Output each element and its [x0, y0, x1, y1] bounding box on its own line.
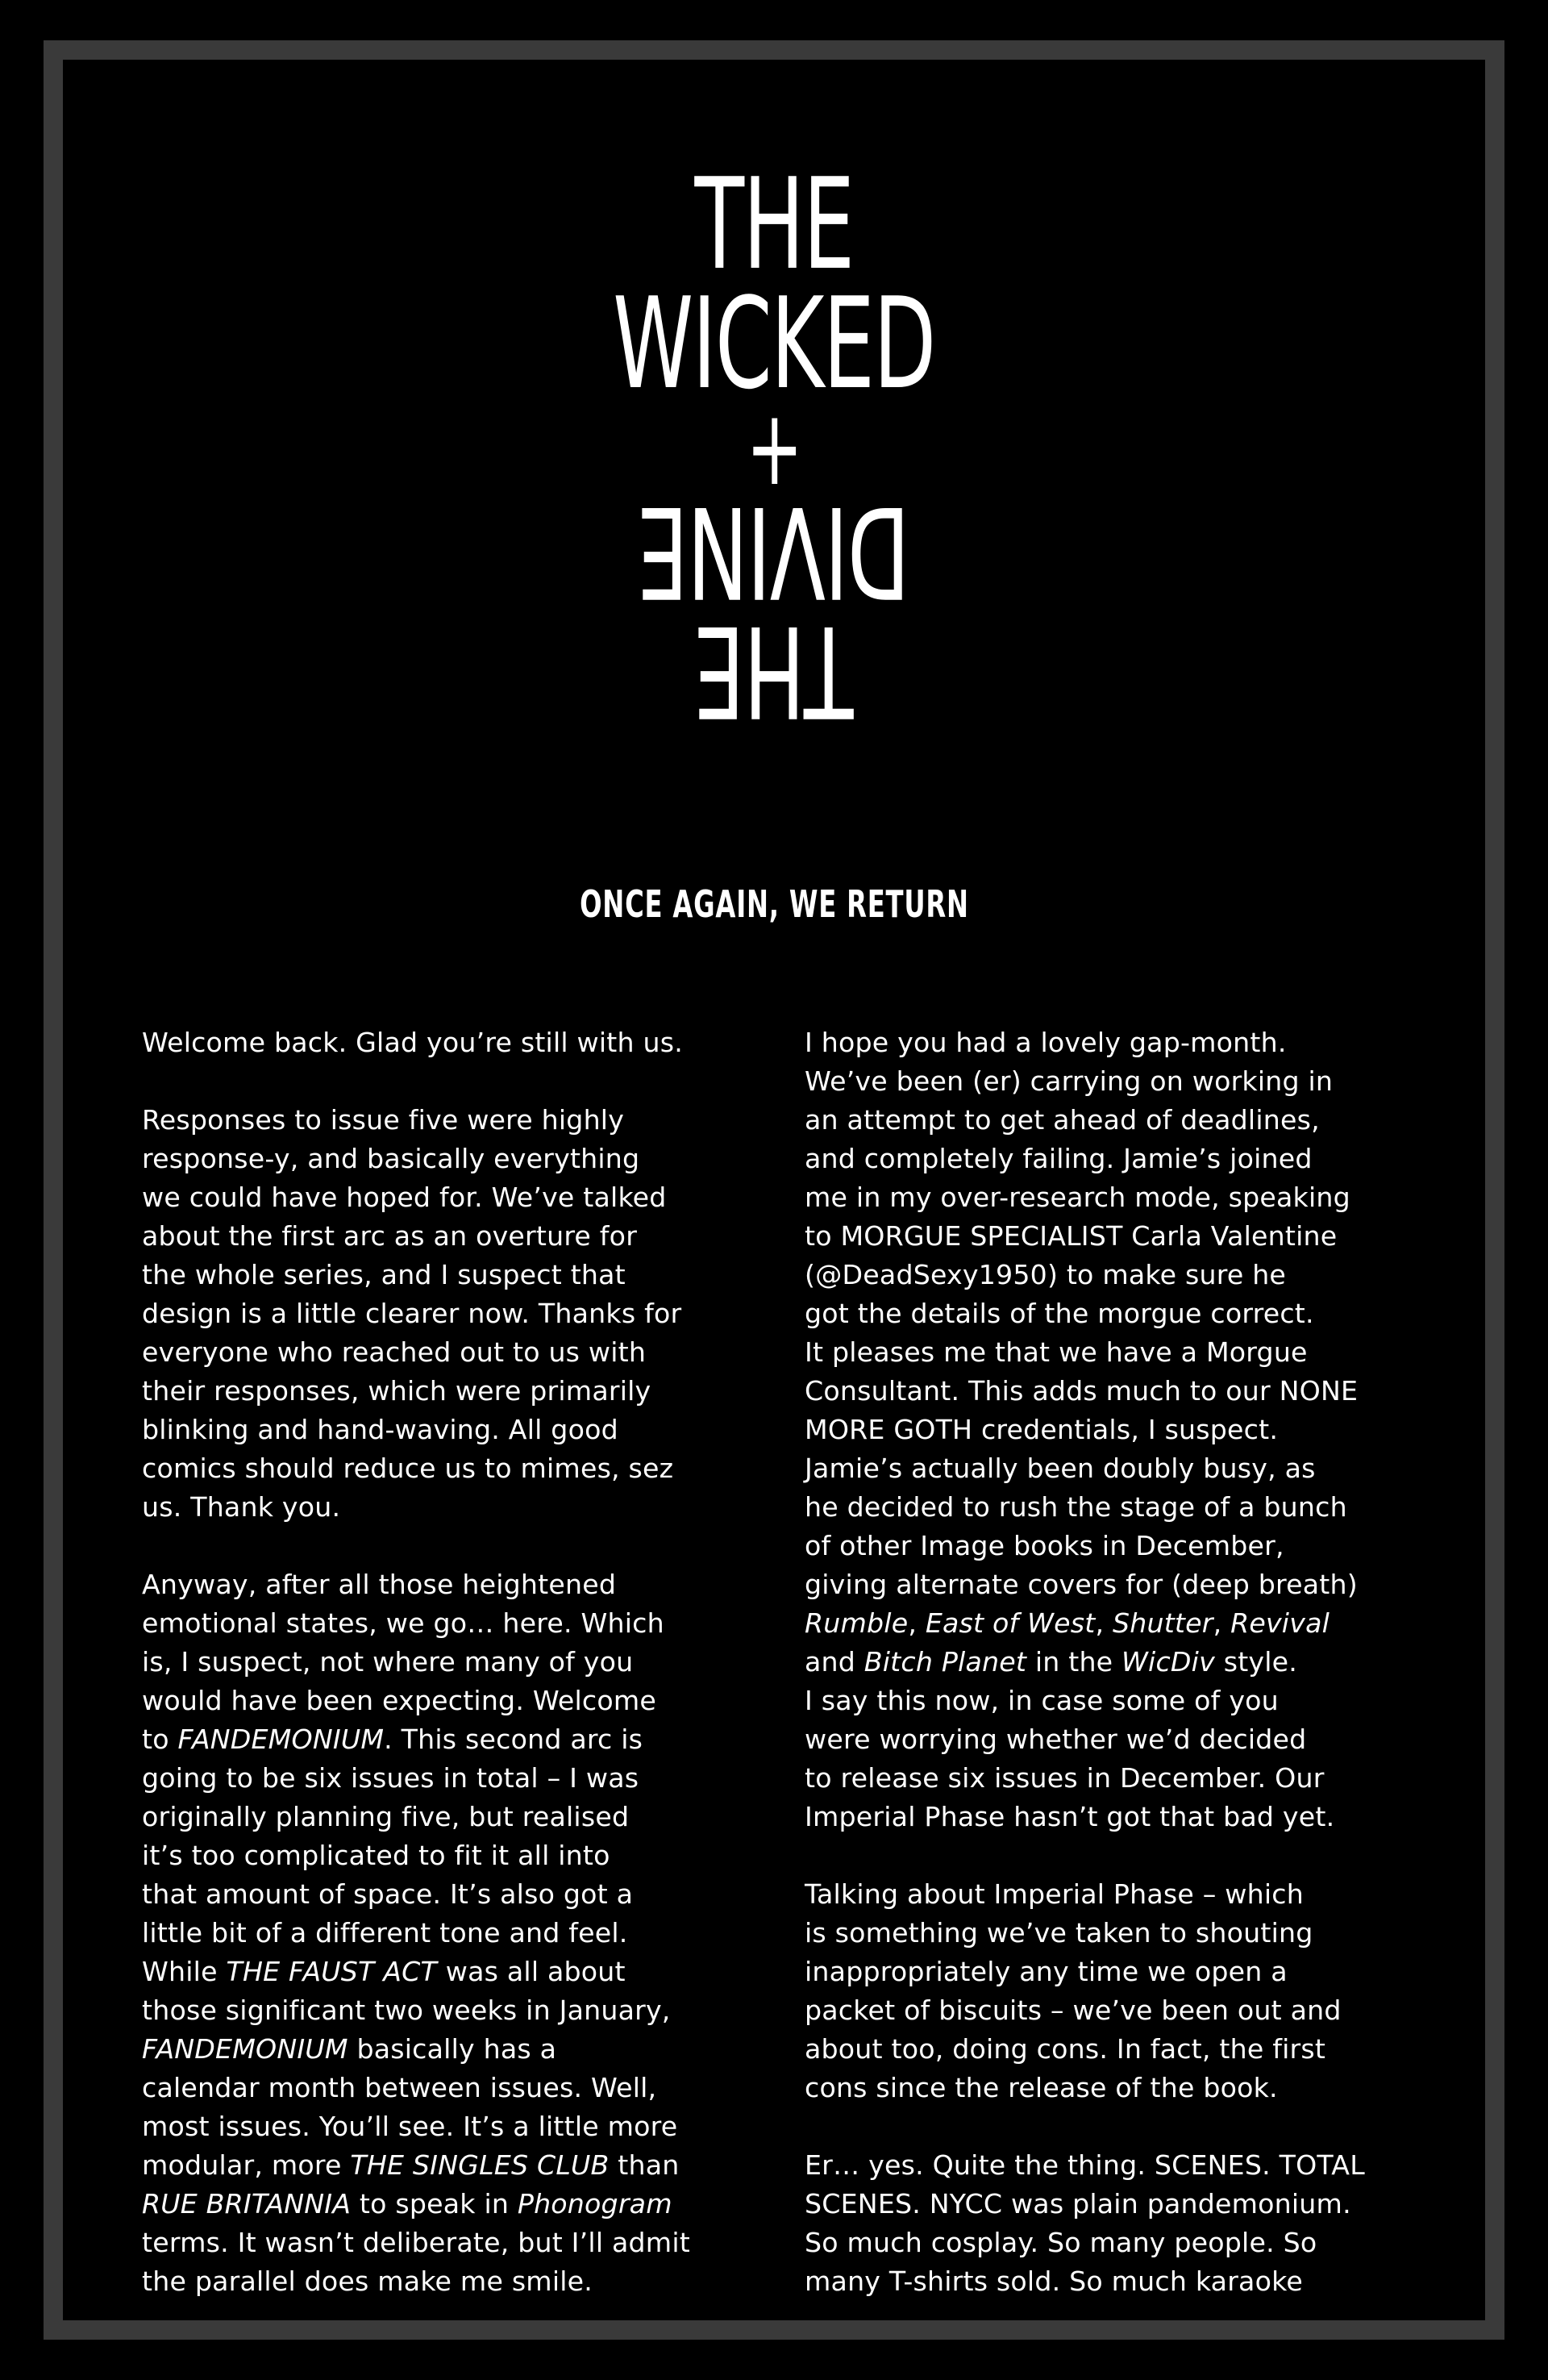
italic-title: Rumble	[805, 1607, 909, 1639]
text-line: that amount of space. It’s also got a	[142, 1878, 634, 1910]
text-line: were worrying whether we’d decided	[805, 1724, 1307, 1755]
italic-title: FANDEMONIUM	[177, 1724, 385, 1755]
paragraph	[805, 1023, 1401, 1836]
text-line: I say this now, in case some of you	[805, 1685, 1279, 1716]
text-run: ,	[1213, 1607, 1231, 1639]
page-border	[44, 40, 1504, 2340]
text-line: the parallel does make me smile.	[142, 2265, 593, 2297]
article-title-text: ONCE AGAIN, WE RETURN	[579, 882, 969, 926]
text-run: style.	[1214, 1646, 1298, 1678]
text-line: Welcome back. Glad you’re still with us.	[142, 1027, 683, 1058]
text-line	[142, 2030, 739, 2069]
letters-page	[63, 60, 1485, 2320]
text-line	[805, 1604, 1401, 1643]
text-line: (@DeadSexy1950) to make sure he	[805, 1259, 1287, 1290]
text-line: those significant two weeks in January,	[142, 1994, 671, 2026]
paragraph	[142, 1565, 739, 2301]
text-line: We’ve been (er) carrying on working in	[805, 1065, 1334, 1097]
text-line: we could have hoped for. We’ve talked	[142, 1182, 667, 1213]
paragraph	[142, 1101, 739, 1527]
text-line: design is a little clearer now. Thanks for	[142, 1298, 682, 1329]
paragraph	[805, 2146, 1401, 2301]
text-run: ,	[1095, 1607, 1113, 1639]
italic-title: WicDiv	[1121, 1646, 1215, 1678]
text-run: . This second arc is	[384, 1724, 643, 1755]
text-line: Consultant. This adds much to our NONE	[805, 1375, 1359, 1407]
article-title	[63, 882, 1485, 926]
text-line: Responses to issue five were highly	[142, 1104, 625, 1136]
text-line: an attempt to get ahead of deadlines,	[805, 1104, 1320, 1136]
text-line: Anyway, after all those heightened	[142, 1569, 617, 1600]
text-line: inappropriately any time we open a	[805, 1956, 1288, 1987]
text-run: basically has a	[347, 2033, 557, 2065]
text-line: Imperial Phase hasn’t got that bad yet.	[805, 1801, 1335, 1832]
text-line: is something we’ve taken to shouting	[805, 1917, 1313, 1949]
text-line	[805, 1643, 1401, 1682]
italic-title: THE SINGLES CLUB	[350, 2149, 610, 2181]
text-run: ,	[908, 1607, 926, 1639]
text-line: So much cosplay. So many people. So	[805, 2227, 1317, 2258]
text-line: blinking and hand-waving. All good	[142, 1414, 618, 1445]
text-line: giving alternate covers for (deep breath)	[805, 1569, 1358, 1600]
paragraph	[805, 1875, 1401, 2107]
logo-line-the-inverted: THE	[694, 598, 854, 744]
text-run: to	[142, 1724, 178, 1755]
text-run: While	[142, 1956, 227, 1987]
series-logo	[63, 151, 1485, 744]
logo-line-the: THE	[694, 151, 854, 298]
text-line: many T-shirts sold. So much karaoke	[805, 2265, 1303, 2297]
text-line: little bit of a different tone and feel.	[142, 1917, 628, 1949]
italic-title: FANDEMONIUM	[142, 2033, 348, 2065]
text-line: Jamie’s actually been doubly busy, as	[805, 1453, 1316, 1484]
text-line: Er… yes. Quite the thing. SCENES. TOTAL	[805, 2149, 1365, 2181]
text-line: It pleases me that we have a Morgue	[805, 1336, 1308, 1368]
italic-title: Revival	[1230, 1607, 1330, 1639]
logo-plus: +	[746, 386, 802, 509]
text-line: terms. It wasn’t deliberate, but I’ll admit	[142, 2227, 690, 2258]
text-line: MORE GOTH credentials, I suspect.	[805, 1414, 1279, 1445]
text-line: their responses, which were primarily	[142, 1375, 651, 1407]
left-column	[142, 1023, 739, 2340]
italic-title: THE FAUST ACT	[226, 1956, 437, 1987]
text-line: got the details of the morgue correct.	[805, 1298, 1314, 1329]
text-line: about too, doing cons. In fact, the first	[805, 2033, 1326, 2065]
text-line: emotional states, we go… here. Which	[142, 1607, 664, 1639]
text-line: SCENES. NYCC was plain pandemonium.	[805, 2188, 1351, 2220]
text-run: modular, more	[142, 2149, 351, 2181]
text-line: and completely failing. Jamie’s joined	[805, 1143, 1313, 1174]
text-run: than	[609, 2149, 680, 2181]
text-line: would have been expecting. Welcome	[142, 1685, 657, 1716]
text-line: I hope you had a lovely gap-month.	[805, 1027, 1287, 1058]
text-line	[142, 2185, 739, 2224]
paragraph	[142, 1023, 739, 1062]
italic-title: Bitch Planet	[863, 1646, 1027, 1678]
text-line: calendar month between issues. Well,	[142, 2072, 657, 2103]
text-line: packet of biscuits – we’ve been out and	[805, 1994, 1342, 2026]
text-run: and	[805, 1646, 864, 1678]
logo-line-divine-inverted: DIVINE	[638, 478, 910, 625]
logo-line-wicked: WICKED	[613, 270, 935, 417]
text-line: is, I suspect, not where many of you	[142, 1646, 634, 1678]
text-line: about the first arc as an overture for	[142, 1220, 638, 1252]
text-line: most issues. You’ll see. It’s a little more	[142, 2111, 678, 2142]
italic-title: Phonogram	[517, 2188, 672, 2220]
text-line: Talking about Imperial Phase – which	[805, 1878, 1304, 1910]
text-line: originally planning five, but realised	[142, 1801, 630, 1832]
text-run: was all about	[437, 1956, 626, 1987]
italic-title: Shutter	[1112, 1607, 1213, 1639]
text-line: us. Thank you.	[142, 1491, 341, 1523]
text-line: cons since the release of the book.	[805, 2072, 1278, 2103]
right-column	[805, 1023, 1401, 2340]
text-line: going to be six issues in total – I was	[142, 1762, 639, 1794]
text-line	[142, 2146, 739, 2185]
text-line: response-y, and basically everything	[142, 1143, 640, 1174]
text-line: the whole series, and I suspect that	[142, 1259, 626, 1290]
text-line: everyone who reached out to us with	[142, 1336, 647, 1368]
text-line: to MORGUE SPECIALIST Carla Valentine	[805, 1220, 1338, 1252]
text-run: to speak in	[351, 2188, 518, 2220]
text-line: me in my over-research mode, speaking	[805, 1182, 1350, 1213]
text-line: to release six issues in December. Our	[805, 1762, 1325, 1794]
text-line: comics should reduce us to mimes, sez	[142, 1453, 674, 1484]
text-line: it’s too complicated to fit it all into	[142, 1840, 610, 1871]
text-line: he decided to rush the stage of a bunch	[805, 1491, 1347, 1523]
text-line: of other Image books in December,	[805, 1530, 1284, 1561]
italic-title: RUE BRITANNIA	[142, 2188, 352, 2220]
text-line	[142, 1720, 739, 1759]
text-line	[142, 1953, 739, 1991]
text-run: in the	[1026, 1646, 1122, 1678]
italic-title: East of West	[925, 1607, 1096, 1639]
